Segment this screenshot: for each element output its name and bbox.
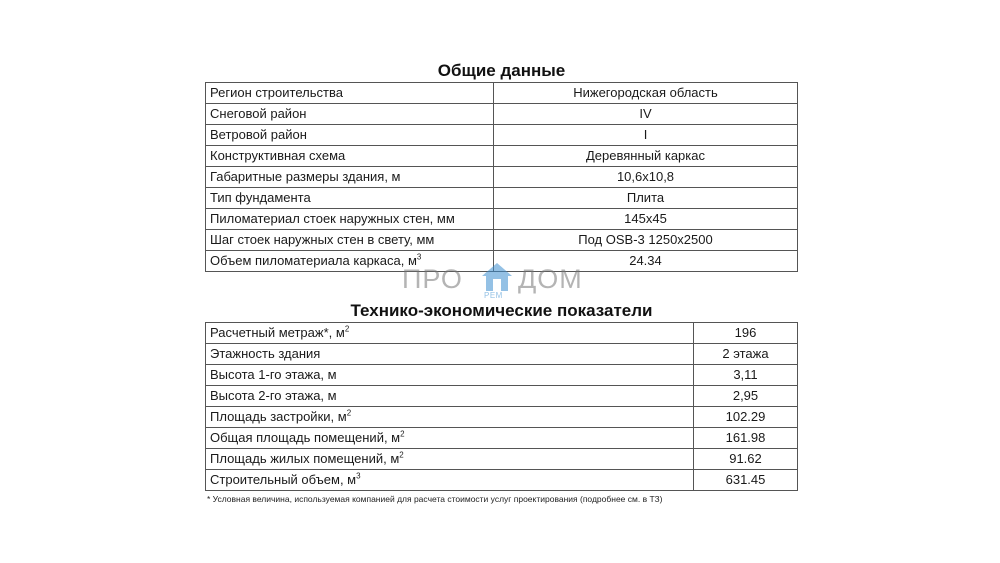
row-label xyxy=(206,470,694,491)
row-label-text: Высота 1-го этажа, м xyxy=(210,367,337,382)
row-label-text: Строительный объем, м xyxy=(210,472,357,487)
table-row xyxy=(206,209,798,230)
row-label xyxy=(206,428,694,449)
row-label-text: Габаритные размеры здания, м xyxy=(210,169,401,184)
row-label-text: Шаг стоек наружных стен в свету, мм xyxy=(210,232,435,247)
row-label-text: Общая площадь помещений, м xyxy=(210,430,401,445)
row-value: 161.98 xyxy=(694,428,798,449)
row-label xyxy=(206,323,694,344)
unit-exponent: 2 xyxy=(346,408,352,418)
row-value: Нижегородская область xyxy=(494,83,798,104)
table-row xyxy=(206,470,798,491)
row-label-text: Площадь жилых помещений, м xyxy=(210,451,400,466)
row-value: 10,6х10,8 xyxy=(494,167,798,188)
row-label xyxy=(206,407,694,428)
logo-subtext: РЕМ xyxy=(484,291,503,300)
row-value: Деревянный каркас xyxy=(494,146,798,167)
general-data-table xyxy=(205,82,798,272)
row-label-text: Ветровой район xyxy=(210,127,307,142)
row-value: Под OSB-3 1250х2500 xyxy=(494,230,798,251)
footnote: * Условная величина, используемая компанией для расчета стоимости услуг проектирования (подробнее см. в ТЗ) xyxy=(207,494,663,504)
row-value: IV xyxy=(494,104,798,125)
unit-exponent: 3 xyxy=(356,471,361,481)
table-row xyxy=(206,146,798,167)
row-label xyxy=(206,449,694,470)
table-row xyxy=(206,449,798,470)
prodom-logo xyxy=(400,262,600,302)
row-value: 24.34 xyxy=(494,251,798,272)
table-row xyxy=(206,323,798,344)
row-value: Плита xyxy=(494,188,798,209)
row-label xyxy=(206,146,494,167)
row-value: 2,95 xyxy=(694,386,798,407)
row-label xyxy=(206,344,694,365)
row-label-text: Этажность здания xyxy=(210,346,321,361)
table-row xyxy=(206,428,798,449)
row-value: I xyxy=(494,125,798,146)
tech-indicators-table xyxy=(205,322,798,491)
table-row xyxy=(206,104,798,125)
row-label-text: Площадь застройки, м xyxy=(210,409,347,424)
row-label-text: Расчетный метраж*, м xyxy=(210,325,345,340)
row-label xyxy=(206,167,494,188)
table-row xyxy=(206,188,798,209)
row-label xyxy=(206,365,694,386)
row-value: 196 xyxy=(694,323,798,344)
row-value: 145х45 xyxy=(494,209,798,230)
table-row xyxy=(206,125,798,146)
row-value: 3,11 xyxy=(694,365,798,386)
unit-exponent: 2 xyxy=(400,429,405,439)
logo-word-dom: ДОМ xyxy=(518,264,583,294)
table-row xyxy=(206,365,798,386)
row-value: 631.45 xyxy=(694,470,798,491)
table-row xyxy=(206,386,798,407)
row-label xyxy=(206,188,494,209)
row-label xyxy=(206,230,494,251)
house-icon xyxy=(480,262,514,292)
row-value: 91.62 xyxy=(694,449,798,470)
row-label xyxy=(206,83,494,104)
tech-indicators-title: Технико-экономические показатели xyxy=(350,301,653,320)
row-label-text: Высота 2-го этажа, м xyxy=(210,388,337,403)
row-label-text: Снеговой район xyxy=(210,106,307,121)
row-value: 2 этажа xyxy=(694,344,798,365)
table-row xyxy=(206,407,798,428)
row-label-text: Пиломатериал стоек наружных стен, мм xyxy=(210,211,455,226)
row-label xyxy=(206,104,494,125)
row-label xyxy=(206,125,494,146)
row-label-text: Регион строительства xyxy=(210,85,343,100)
unit-exponent: 2 xyxy=(344,324,350,334)
table-row xyxy=(206,344,798,365)
row-value: 102.29 xyxy=(694,407,798,428)
unit-exponent: 3 xyxy=(416,252,422,262)
row-label-text: Тип фундамента xyxy=(210,190,311,205)
row-label-text: Конструктивная схема xyxy=(210,148,346,163)
table-row xyxy=(206,83,798,104)
row-label xyxy=(206,209,494,230)
logo-word-pro: ПРО xyxy=(402,264,463,294)
row-label xyxy=(206,386,694,407)
table-row xyxy=(206,230,798,251)
unit-exponent: 2 xyxy=(399,450,404,460)
table-row xyxy=(206,167,798,188)
row-label-text: Объем пиломатериала каркаса, м xyxy=(210,253,417,268)
general-data-title: Общие данные xyxy=(437,61,566,80)
